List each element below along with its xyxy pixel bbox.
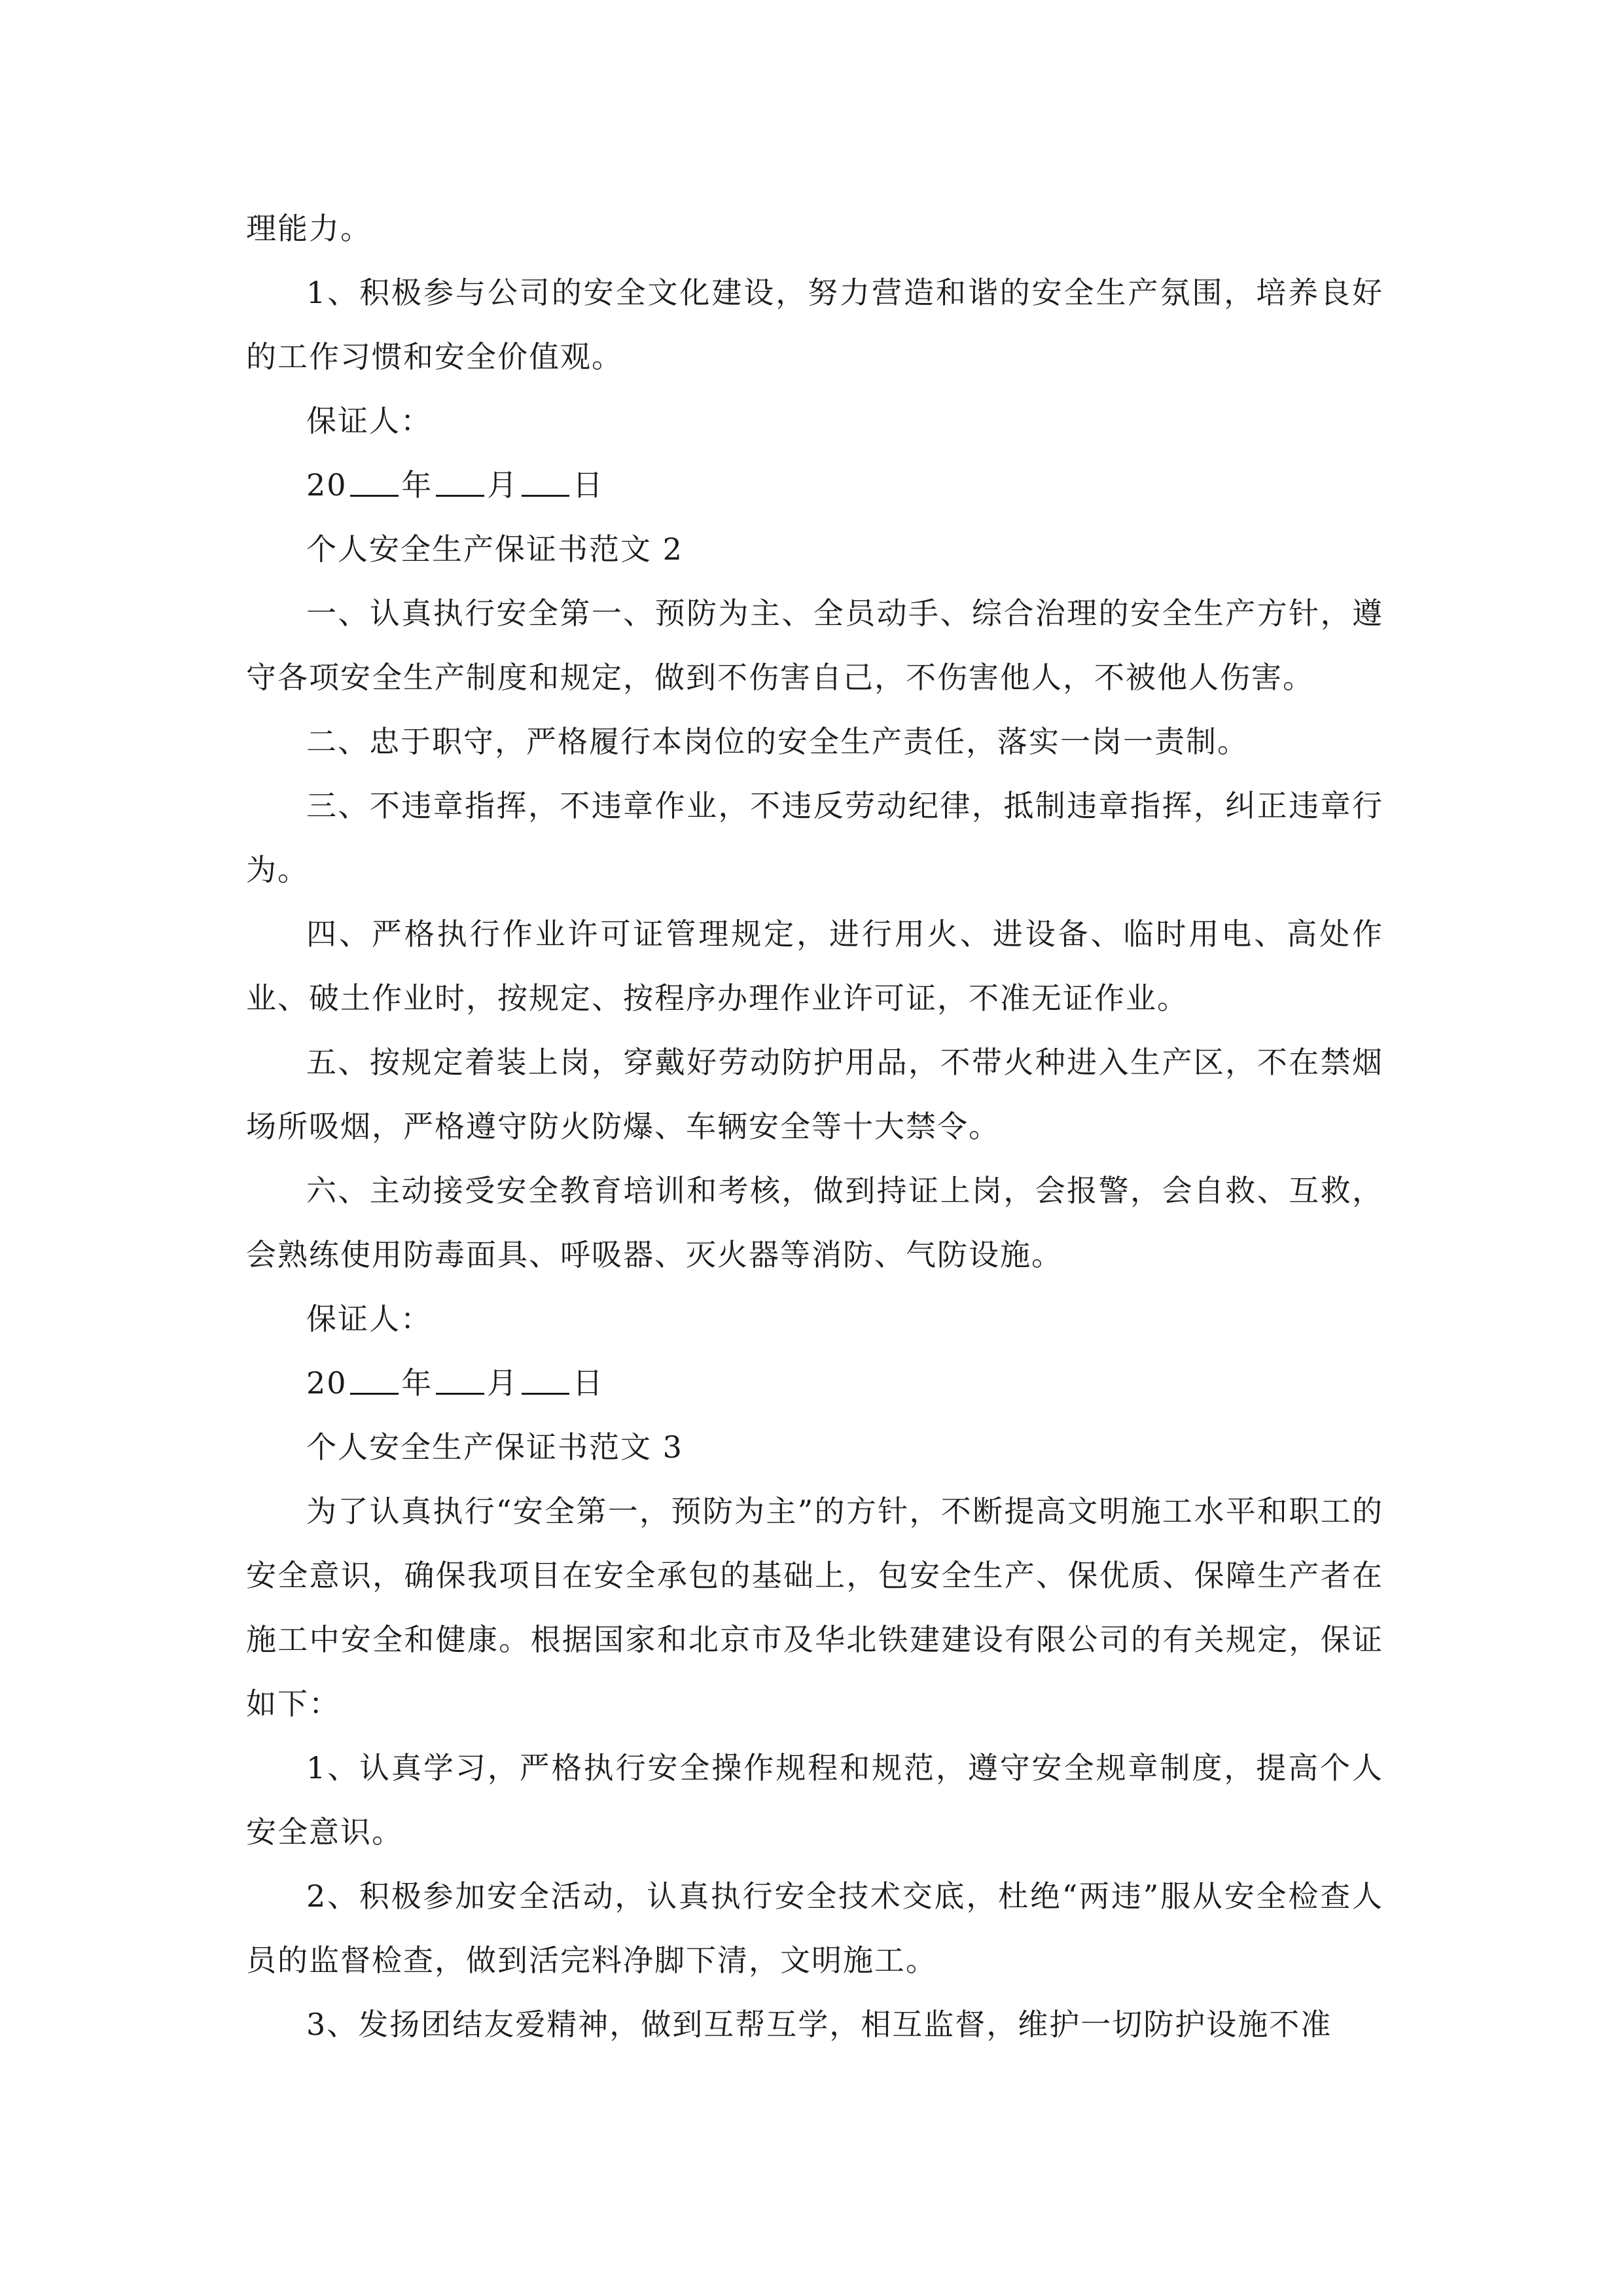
part2-date-line xyxy=(246,1351,1383,1415)
date-day: 日 xyxy=(572,1365,604,1401)
day-blank xyxy=(522,468,570,497)
part3-title: 个人安全生产保证书范文 3 xyxy=(306,1429,683,1465)
part1-date-line xyxy=(246,453,1383,517)
part2-item-4: 四、严格执行作业许可证管理规定，进行用火、进设备、临时用电、高处作业、破土作业时，按规定、按程序办理作业许可证，不准无证作业。 xyxy=(246,916,1383,1016)
part2-item-5: 五、按规定着装上岗，穿戴好劳动防护用品，不带火种进入生产区，不在禁烟场所吸烟，严格遵守防火防爆、车辆安全等十大禁令。 xyxy=(246,1045,1383,1144)
date-prefix: 20 xyxy=(306,467,348,503)
part2-title: 个人安全生产保证书范文 2 xyxy=(306,531,683,567)
year-blank xyxy=(350,1366,399,1395)
day-blank xyxy=(522,1366,570,1395)
month-blank xyxy=(436,468,484,497)
continuation-text: 理能力。 xyxy=(246,211,372,246)
part2-item-6: 六、主动接受安全教育培训和考核，做到持证上岗，会报警，会自救、互救，会熟练使用防毒面具、呼吸器、灭火器等消防、气防设施。 xyxy=(246,1173,1383,1272)
part1-guarantor-label: 保证人： xyxy=(306,403,432,439)
part2-item-2: 二、忠于职守，严格履行本岗位的安全生产责任，落实一岗一责制。 xyxy=(306,724,1249,759)
document-body xyxy=(246,196,1383,2056)
part2-item-3: 三、不违章指挥，不违章作业，不违反劳动纪律，抵制违章指挥，纠正违章行为。 xyxy=(246,788,1383,888)
date-year: 年 xyxy=(401,1365,433,1401)
part3-intro: 为了认真执行“安全第一，预防为主”的方针，不断提高文明施工水平和职工的安全意识，确保我项目在安全承包的基础上，包安全生产、保优质、保障生产者在施工中安全和健康。根据国家和北京市及华北铁建建设有限公司的有关规定，保证如下： xyxy=(246,1494,1383,1721)
year-blank xyxy=(350,468,399,497)
part3-item-3: 3、发扬团结友爱精神，做到互帮互学，相互监督，维护一切防护设施不准 xyxy=(306,2007,1332,2042)
date-year: 年 xyxy=(401,467,433,503)
part3-item-2: 2、积极参加安全活动，认真执行安全技术交底，杜绝“两违”服从安全检查人员的监督检查，做到活完料净脚下清，文明施工。 xyxy=(246,1878,1383,1978)
date-day: 日 xyxy=(572,467,604,503)
part2-guarantor-label: 保证人： xyxy=(306,1301,432,1336)
month-blank xyxy=(436,1366,484,1395)
date-prefix: 20 xyxy=(306,1365,348,1401)
date-month: 月 xyxy=(487,467,519,503)
part3-item-1: 1、认真学习，严格执行安全操作规程和规范，遵守安全规章制度，提高个人安全意识。 xyxy=(246,1750,1383,1850)
part2-item-1: 一、认真执行安全第一、预防为主、全员动手、综合治理的安全生产方针，遵守各项安全生产制度和规定，做到不伤害自己，不伤害他人，不被他人伤害。 xyxy=(246,596,1383,695)
part1-item-1: 1、积极参与公司的安全文化建设，努力营造和谐的安全生产氛围，培养良好的工作习惯和安全价值观。 xyxy=(246,275,1383,374)
date-month: 月 xyxy=(487,1365,519,1401)
